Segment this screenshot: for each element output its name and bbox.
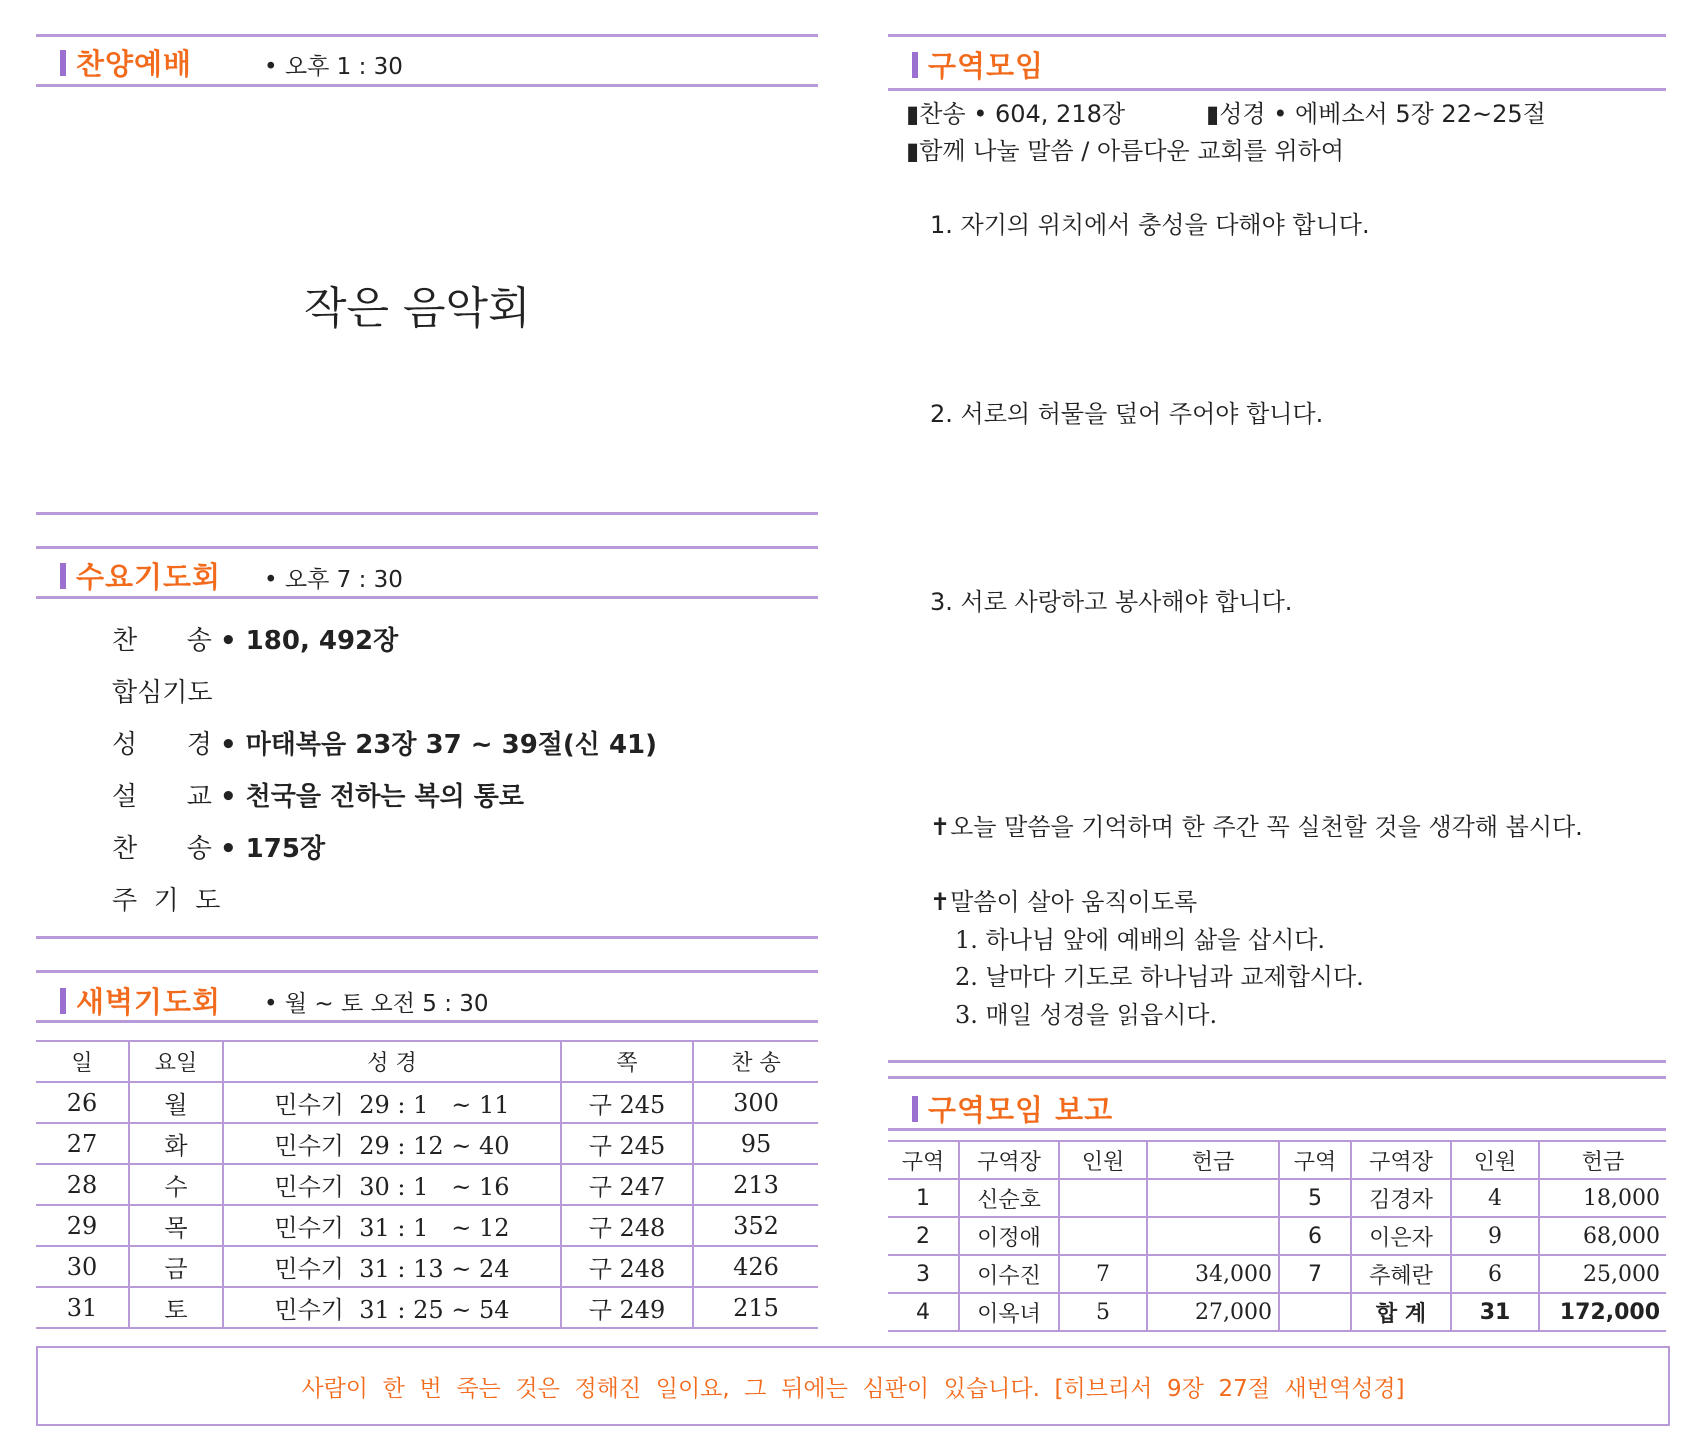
cell: 68,000 (1539, 1217, 1666, 1255)
cell: 이정애 (959, 1217, 1059, 1255)
order-row (112, 724, 657, 761)
rule (36, 970, 818, 973)
district-title (912, 44, 1044, 85)
order-value: • 마태복음 23장 37 ~ 39절(신 41) (220, 724, 657, 761)
col-header: 찬 송 (693, 1041, 818, 1082)
table-row (888, 1217, 1666, 1255)
rule (36, 596, 818, 599)
report-table (888, 1140, 1666, 1332)
rule (36, 546, 818, 549)
wednesday-title-text: 수요기도회 (76, 560, 222, 594)
col-header: 성 경 (223, 1041, 561, 1082)
report-title-text: 구역모임 보고 (928, 1093, 1114, 1127)
title-bar (60, 50, 66, 76)
dawn-schedule-table (36, 1040, 818, 1329)
living-title: ✝말씀이 살아 움직이도록 (930, 888, 1198, 916)
cell: 구 248 (561, 1205, 693, 1246)
cell: 구 249 (561, 1287, 693, 1328)
cell: 김경자 (1351, 1179, 1451, 1217)
cell: 26 (36, 1082, 129, 1123)
order-label: 설 교 (112, 782, 212, 812)
cell: 화 (129, 1123, 223, 1164)
cell: 3 (888, 1255, 959, 1293)
title-bar (60, 988, 66, 1014)
order-label: 찬 송 (112, 834, 212, 864)
cell: 31 (36, 1287, 129, 1328)
order-label: 성 경 (112, 730, 212, 760)
cell: 1 (888, 1179, 959, 1217)
col-header: 쪽 (561, 1041, 693, 1082)
cell: 신순호 (959, 1179, 1059, 1217)
cell: 이수진 (959, 1255, 1059, 1293)
cell (1279, 1293, 1351, 1331)
order-row (112, 672, 220, 709)
cell: 금 (129, 1246, 223, 1287)
living-item: 1. 하나님 앞에 예배의 삶을 삽시다. (955, 926, 1326, 954)
order-value: • 180, 492장 (220, 620, 398, 657)
cell: 추혜란 (1351, 1255, 1451, 1293)
praise-program: 작은 음악회 (304, 283, 531, 334)
footer-verse: 사람이 한 번 죽는 것은 정해진 일이요, 그 뒤에는 심판이 있습니다. [히브리서 9장 27절 새번역성경] (301, 1375, 1405, 1402)
district-hymn: ▮찬송 • 604, 218장 (906, 100, 1126, 128)
cell: 5 (1059, 1293, 1147, 1331)
rule (888, 1128, 1666, 1131)
table-row (888, 1255, 1666, 1293)
col-header: 구역장 (959, 1141, 1059, 1179)
order-row (112, 880, 220, 917)
cell: 토 (129, 1287, 223, 1328)
district-theme: ▮함께 나눌 말씀 / 아름다운 교회를 위하여 (906, 137, 1345, 165)
cell: 215 (693, 1287, 818, 1328)
report-title (912, 1088, 1113, 1129)
order-row (112, 776, 524, 813)
living-item: 3. 매일 성경을 읽읍시다. (955, 1001, 1218, 1029)
col-header: 구역 (888, 1141, 959, 1179)
order-label: 합심기도 (112, 678, 213, 708)
wednesday-time: • 오후 7 : 30 (264, 567, 403, 593)
rule (888, 1060, 1666, 1063)
cell (1059, 1217, 1147, 1255)
cell: 25,000 (1539, 1255, 1666, 1293)
title-bar (912, 52, 918, 78)
cell: 구 248 (561, 1246, 693, 1287)
table-header-row (888, 1141, 1666, 1179)
col-header: 인원 (1451, 1141, 1539, 1179)
cell: 7 (1059, 1255, 1147, 1293)
cell: 27,000 (1147, 1293, 1279, 1331)
cell: 213 (693, 1164, 818, 1205)
wednesday-title (60, 555, 221, 596)
cell: 6 (1451, 1255, 1539, 1293)
rule (36, 1020, 818, 1023)
total-count: 31 (1451, 1293, 1539, 1331)
table-row (888, 1179, 1666, 1217)
table-row (888, 1293, 1666, 1331)
table-row (36, 1287, 818, 1328)
col-header: 헌금 (1147, 1141, 1279, 1179)
praise-time: • 오후 1 : 30 (264, 54, 403, 80)
table-row (36, 1123, 818, 1164)
col-header: 헌금 (1539, 1141, 1666, 1179)
dawn-time: • 월 ~ 토 오전 5 : 30 (264, 991, 489, 1017)
order-value: • 175장 (220, 828, 325, 865)
cell: 4 (1451, 1179, 1539, 1217)
rule (888, 34, 1666, 37)
order-label: 찬 송 (112, 626, 212, 656)
title-bar (60, 563, 66, 589)
cell: 28 (36, 1164, 129, 1205)
dawn-title (60, 980, 221, 1021)
order-value: • 천국을 전하는 복의 통로 (220, 776, 524, 813)
table-row (36, 1205, 818, 1246)
cell: 29 (36, 1205, 129, 1246)
cell: 426 (693, 1246, 818, 1287)
table-row (36, 1082, 818, 1123)
cell: 352 (693, 1205, 818, 1246)
table-row (36, 1246, 818, 1287)
cell (1147, 1217, 1279, 1255)
cell: 6 (1279, 1217, 1351, 1255)
total-offering: 172,000 (1539, 1293, 1666, 1331)
cell: 이옥녀 (959, 1293, 1059, 1331)
cell: 30 (36, 1246, 129, 1287)
table-row (36, 1164, 818, 1205)
col-header: 일 (36, 1041, 129, 1082)
cell: 구 247 (561, 1164, 693, 1205)
cell: 2 (888, 1217, 959, 1255)
cell: 이은자 (1351, 1217, 1451, 1255)
total-label: 합 계 (1351, 1293, 1451, 1331)
cell: 민수기 29 : 1 ~ 11 (223, 1082, 561, 1123)
order-row (112, 620, 398, 657)
cell: 월 (129, 1082, 223, 1123)
col-header: 구역장 (1351, 1141, 1451, 1179)
point-3: 3. 서로 사랑하고 봉사해야 합니다. (930, 588, 1293, 616)
cell: 민수기 29 : 12 ~ 40 (223, 1123, 561, 1164)
living-item: 2. 날마다 기도로 하나님과 교제합시다. (955, 963, 1364, 991)
footer-verse-box (36, 1346, 1670, 1426)
cell: 목 (129, 1205, 223, 1246)
cell (1147, 1179, 1279, 1217)
cell: 구 245 (561, 1123, 693, 1164)
cell: 5 (1279, 1179, 1351, 1217)
col-header: 구역 (1279, 1141, 1351, 1179)
cell: 95 (693, 1123, 818, 1164)
cell: 민수기 31 : 13 ~ 24 (223, 1246, 561, 1287)
order-row (112, 828, 325, 865)
cell: 민수기 31 : 25 ~ 54 (223, 1287, 561, 1328)
praise-title-text: 찬양예배 (76, 47, 193, 81)
cell: 구 245 (561, 1082, 693, 1123)
cell: 300 (693, 1082, 818, 1123)
rule (36, 936, 818, 939)
title-bar (912, 1096, 918, 1122)
table-header-row (36, 1041, 818, 1082)
cell: 27 (36, 1123, 129, 1164)
reflect-text: ✝오늘 말씀을 기억하며 한 주간 꼭 실천할 것을 생각해 봅시다. (930, 813, 1583, 841)
order-label: 주 기 도 (112, 886, 221, 916)
rule (36, 512, 818, 515)
cell (1059, 1179, 1147, 1217)
district-title-text: 구역모임 (928, 49, 1045, 83)
cell: 수 (129, 1164, 223, 1205)
col-header: 요일 (129, 1041, 223, 1082)
rule (888, 1076, 1666, 1079)
cell: 7 (1279, 1255, 1351, 1293)
rule (36, 34, 818, 37)
point-2: 2. 서로의 허물을 덮어 주어야 합니다. (930, 400, 1324, 428)
praise-title (60, 42, 192, 83)
rule (36, 84, 818, 87)
cell: 18,000 (1539, 1179, 1666, 1217)
cell: 민수기 31 : 1 ~ 12 (223, 1205, 561, 1246)
point-1: 1. 자기의 위치에서 충성을 다해야 합니다. (930, 211, 1370, 239)
rule (888, 88, 1666, 91)
cell: 9 (1451, 1217, 1539, 1255)
col-header: 인원 (1059, 1141, 1147, 1179)
cell: 34,000 (1147, 1255, 1279, 1293)
dawn-title-text: 새벽기도회 (76, 985, 222, 1019)
cell: 4 (888, 1293, 959, 1331)
district-scripture: ▮성경 • 에베소서 5장 22~25절 (1206, 100, 1546, 128)
cell: 민수기 30 : 1 ~ 16 (223, 1164, 561, 1205)
